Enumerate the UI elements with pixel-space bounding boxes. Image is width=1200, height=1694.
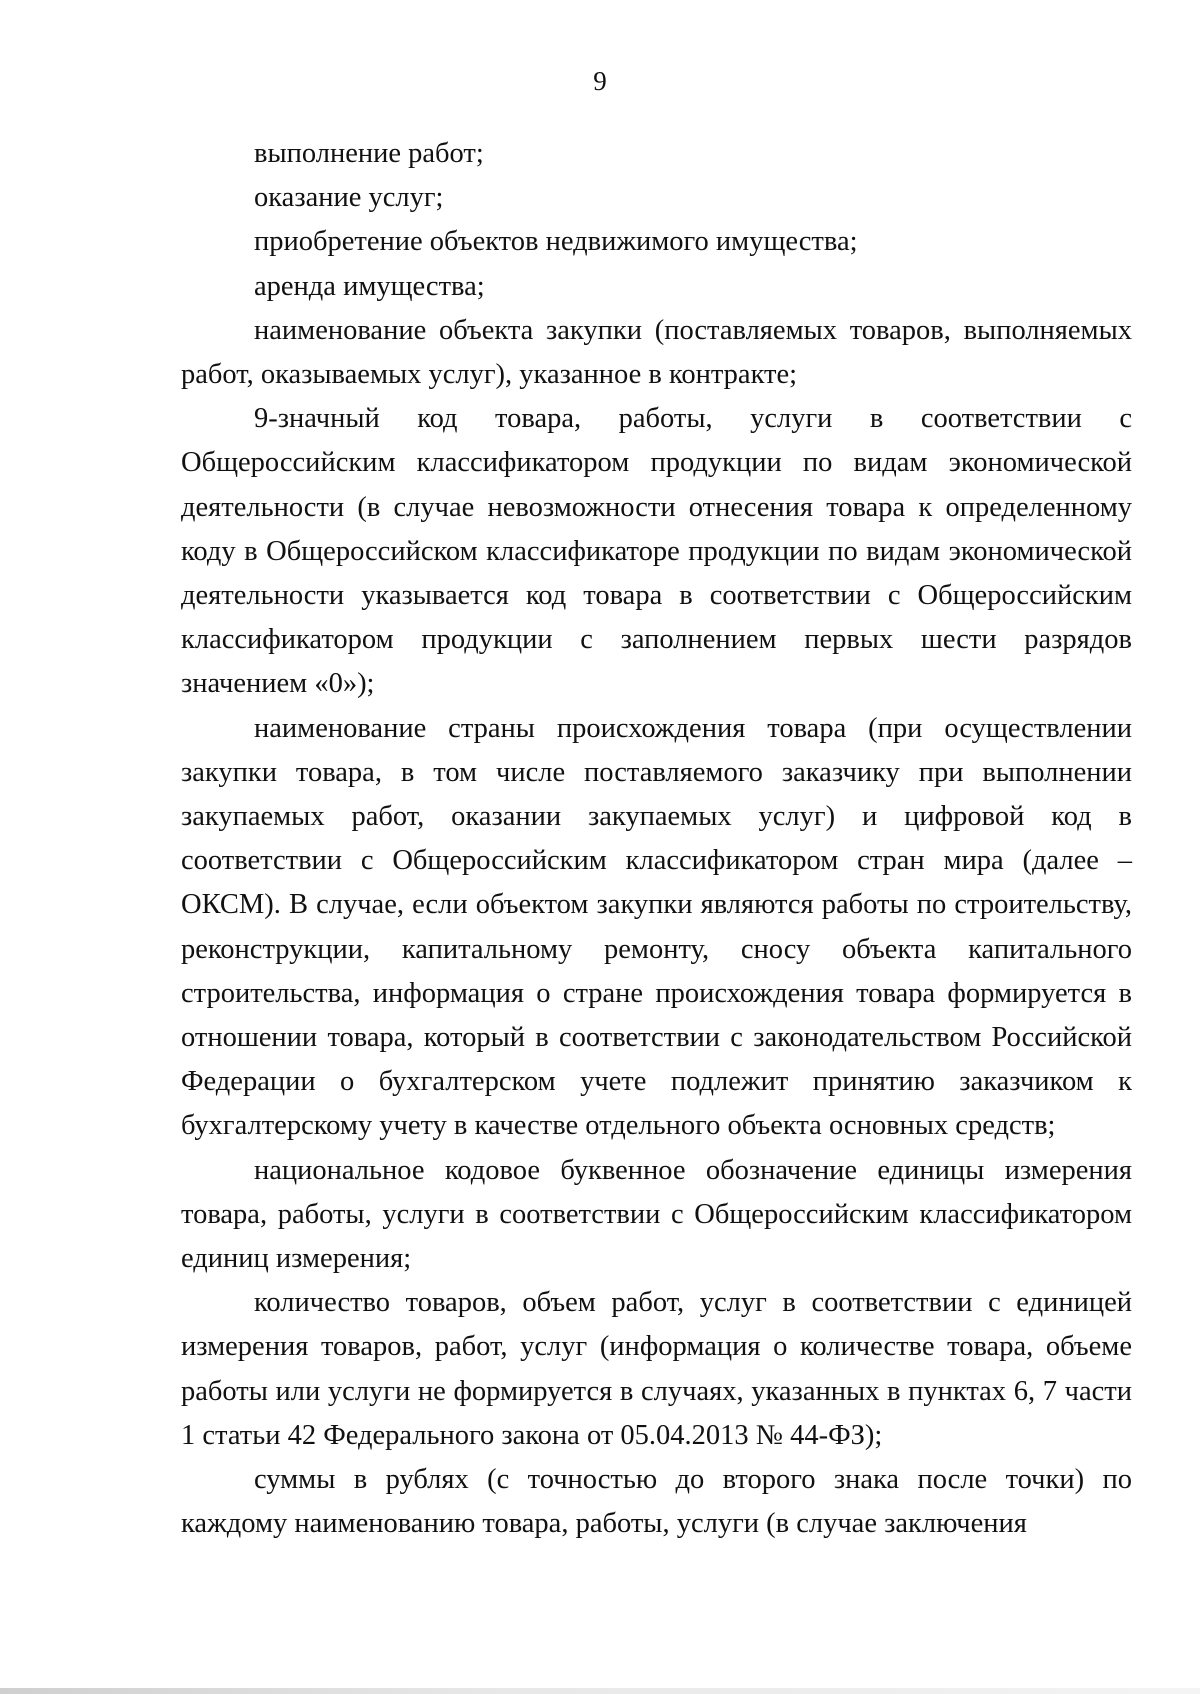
- document-body: [181, 132, 1132, 1547]
- paragraph-rent: аренда имущества;: [254, 270, 485, 302]
- scan-edge-mark: [0, 1688, 1200, 1694]
- paragraph-product-code: 9-значный код товара, работы, услуги в соответствии с Общероссийским классификатором продукции по видам экономической деятельности (в случае невозможности отнесения товара к определенному коду в Общероссийском классификаторе продукции по видам экономической деятельности указывается код товара в соответствии с Общероссийским классификатором продукции с заполнением первых шести разрядов значением «0»);: [181, 403, 1132, 700]
- paragraph-quantity: количество товаров, объем работ, услуг в соответствии с единицей измерения товаров, работ, услуг (информация о количестве товара, объеме работы или услуги не формируется в случаях, указанных в пунктах 6, 7 части 1 статьи 42 Федерального закона от 05.04.2013 № 44-ФЗ);: [181, 1287, 1132, 1451]
- paragraph-services: оказание услуг;: [254, 182, 444, 214]
- paragraph-country-of-origin: наименование страны происхождения товара (при осуществлении закупки товара, в том числе поставляемого заказчику при выполнении закупаемых работ, оказании закупаемых услуг) и цифровой код в соответствии с Общероссийским классификатором стран мира (далее – ОКСМ). В случае, если объектом закупки являются работы по строительству, реконструкции, капитальному ремонту, сносу объекта капитального строительства, информация о стране происхождения товара формируется в отношении товара, который в соответствии с законодательством Российской Федерации о бухгалтерском учете подлежит принятию заказчиком к бухгалтерскому учету в качестве отдельного объекта основных средств;: [181, 712, 1132, 1142]
- paragraph-real-estate: приобретение объектов недвижимого имущества;: [254, 226, 858, 258]
- paragraph-sums: суммы в рублях (с точностью до второго знака после точки) по каждому наименованию товара, работы, услуги (в случае заключения: [181, 1464, 1132, 1540]
- paragraph-purchase-object-name: наименование объекта закупки (поставляемых товаров, выполняемых работ, оказываемых услуг), указанное в контракте;: [181, 314, 1132, 391]
- paragraph-unit-of-measure: национальное кодовое буквенное обозначение единицы измерения товара, работы, услуги в соответствии с Общероссийским классификатором единиц измерения;: [181, 1154, 1132, 1275]
- paragraph-works: выполнение работ;: [254, 138, 484, 169]
- page-number: 9: [593, 66, 607, 96]
